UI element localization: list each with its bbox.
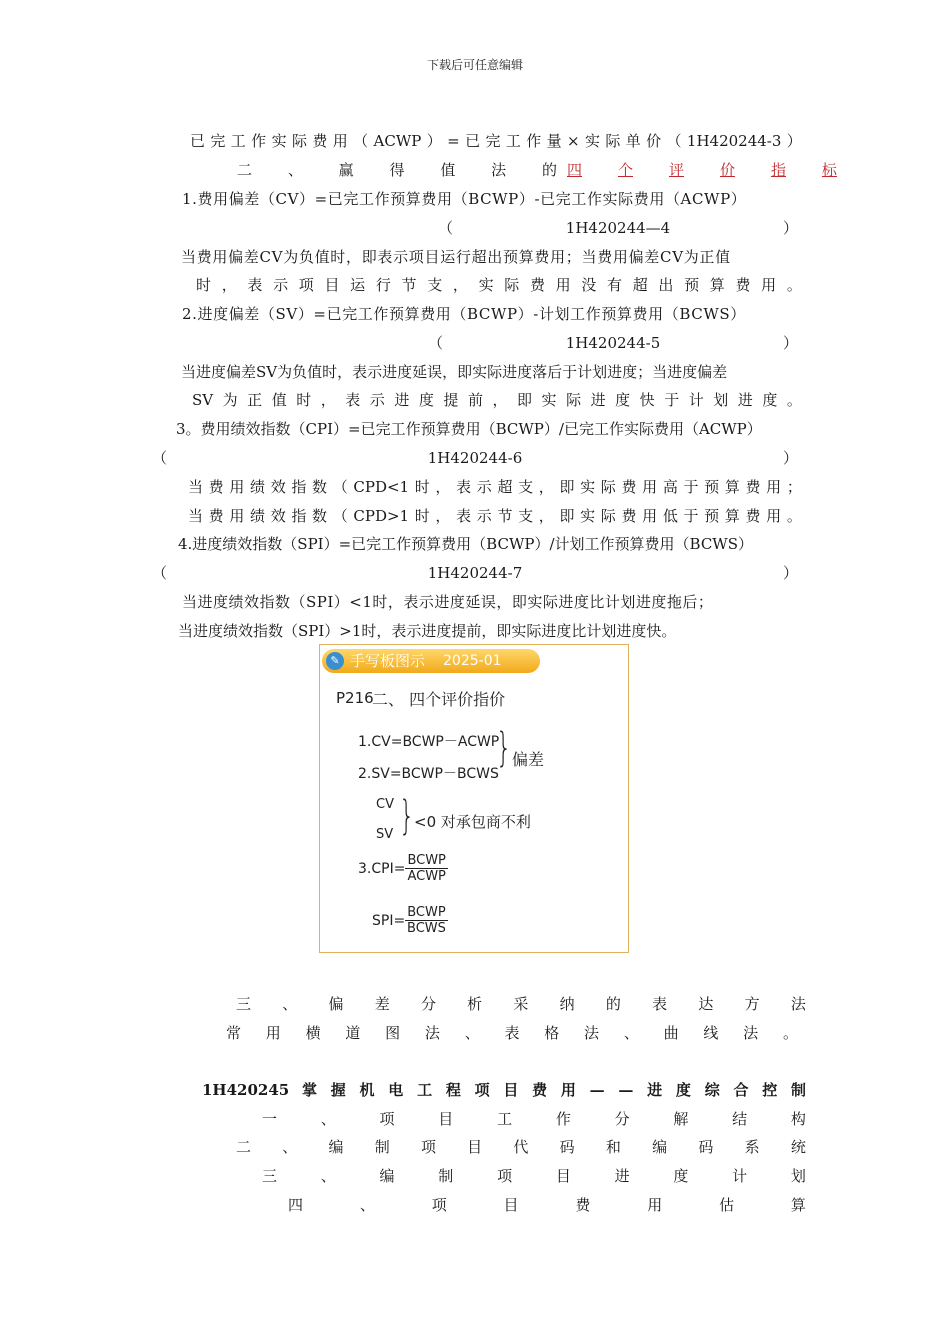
text-token: 项	[420, 1138, 436, 1156]
brace-deviation: }	[496, 725, 512, 771]
text-token: 费	[621, 507, 637, 525]
text-token: 1H420244-6	[427, 449, 523, 467]
text-token: 高	[662, 478, 678, 496]
text-token: 三	[262, 1167, 278, 1185]
text-token: 用	[766, 478, 782, 496]
text-token: 用	[265, 1024, 281, 1042]
text-token: 费	[745, 507, 761, 525]
text-token: 作	[555, 1110, 571, 1128]
text-token: 、	[320, 1167, 336, 1185]
text-token: —	[618, 1081, 634, 1099]
text-token: （	[152, 564, 168, 582]
text-token: 图	[385, 1024, 401, 1042]
section-title	[302, 1080, 806, 1100]
text-token: 实	[580, 478, 596, 496]
text-token: ACWP	[373, 132, 422, 150]
text-token: 费	[575, 1196, 591, 1214]
text-token: 个	[617, 161, 633, 179]
text-token: 前	[467, 391, 483, 409]
cpi-denominator: ACWP	[407, 869, 446, 884]
text-token: 费	[529, 276, 545, 294]
text-token: 超	[497, 478, 513, 496]
text-token: ）	[426, 132, 442, 150]
text-token: ）	[782, 449, 798, 467]
item-schedule-plan	[262, 1166, 806, 1186]
text-token: 支	[427, 276, 443, 294]
text-token: （	[666, 132, 682, 150]
text-token: 指	[291, 507, 307, 525]
text-token: 完	[210, 132, 226, 150]
text-token: 实	[478, 276, 494, 294]
text-token: 码	[698, 1138, 714, 1156]
text-token: 和	[605, 1138, 621, 1156]
text-token: 法	[743, 1024, 759, 1042]
text-token: 效	[270, 478, 286, 496]
text-token: 制	[374, 1138, 390, 1156]
text-token: 。	[786, 507, 802, 525]
text-token: 的	[605, 995, 621, 1013]
board-title-tab	[322, 649, 540, 673]
text-token: ，	[452, 276, 468, 294]
text-token: 用	[642, 478, 658, 496]
text-token: 实	[580, 507, 596, 525]
board-unfavorable-label: <0 对承包商不利	[414, 813, 531, 831]
board-heading: 二、 四个评价指价	[372, 690, 506, 709]
text-token: 、	[282, 1138, 298, 1156]
text-token: 、	[287, 161, 303, 179]
text-token: （	[353, 132, 369, 150]
board-date: 2025-01	[443, 653, 502, 669]
text-token: 程	[445, 1081, 461, 1099]
text-token: 单	[625, 132, 641, 150]
text-token: 达	[698, 995, 714, 1013]
sv-explanation-2	[192, 390, 802, 410]
text-token: 际	[600, 507, 616, 525]
board-deviation-label: 偏差	[512, 750, 545, 769]
text-token: 估	[719, 1196, 735, 1214]
text-token: 1H420244-7	[427, 564, 523, 582]
text-token: 工	[497, 1110, 513, 1128]
text-token: 指	[291, 478, 307, 496]
text-token: 计	[688, 391, 704, 409]
text-token: 。	[786, 276, 802, 294]
text-token: 电	[388, 1081, 404, 1099]
spi-greater-than-one: 当进度绩效指数（SPI）>1时，表示进度提前，即实际进度比计划进度快。	[178, 622, 677, 640]
text-token: 已	[190, 132, 206, 150]
text-token: 结	[732, 1110, 748, 1128]
text-token: 进	[647, 1081, 663, 1099]
text-token: 二	[236, 1138, 252, 1156]
text-token: 用	[555, 276, 571, 294]
text-token: 值	[440, 161, 456, 179]
spi-formula-ref	[152, 563, 798, 583]
text-token: 项	[379, 1110, 395, 1128]
text-token: 价	[719, 161, 735, 179]
text-token: 析	[467, 995, 483, 1013]
text-token: 项	[497, 1167, 513, 1185]
text-token: 绩	[250, 478, 266, 496]
board-cpi-formula	[358, 853, 448, 884]
text-token: 纳	[559, 995, 575, 1013]
text-token: 有	[607, 276, 623, 294]
text-token: 费	[735, 276, 751, 294]
board-cv-formula: 1.CV=BCWP－ACWP	[358, 734, 500, 750]
text-token: 数	[312, 478, 328, 496]
page-header: 下载后可任意编辑	[426, 58, 523, 72]
text-token: 际	[600, 478, 616, 496]
section-three-title	[236, 994, 806, 1014]
cpi-fraction	[405, 853, 447, 884]
board-sv: SV	[376, 827, 394, 842]
text-token: 算	[724, 507, 740, 525]
text-token: 于	[683, 507, 699, 525]
text-token: 度	[675, 1081, 691, 1099]
text-token: 、	[320, 1110, 336, 1128]
text-token: 数	[312, 507, 328, 525]
text-token: 目	[503, 1081, 519, 1099]
text-token: 用	[560, 1081, 576, 1099]
text-token: 、	[282, 995, 298, 1013]
text-token: 进	[737, 391, 753, 409]
text-token: 实	[271, 132, 287, 150]
text-token: 1H420244—4	[565, 219, 671, 237]
text-token: 际	[566, 391, 582, 409]
text-token: ，	[538, 507, 554, 525]
text-token: 际	[504, 276, 520, 294]
text-token: ×	[567, 132, 580, 150]
cpi-label: 3.CPI=	[358, 860, 406, 877]
text-token: 常	[226, 1024, 242, 1042]
text-token: 机	[359, 1081, 375, 1099]
text-token: 四	[288, 1196, 304, 1214]
text-token: 制	[438, 1167, 454, 1185]
text-token: 用	[647, 1196, 663, 1214]
text-token: （	[428, 334, 444, 352]
board-spi-formula	[372, 905, 448, 936]
text-token: 1H420244-3	[686, 132, 782, 150]
cpi-numerator: BCWP	[407, 853, 446, 868]
cv-explanation-2	[196, 275, 802, 295]
text-token: 项	[474, 1081, 490, 1099]
text-token: 划	[713, 391, 729, 409]
text-token: 分	[420, 995, 436, 1013]
text-token: 法	[491, 161, 507, 179]
text-token: 费	[621, 478, 637, 496]
text-token: 提	[443, 391, 459, 409]
text-token: 出	[658, 276, 674, 294]
text-token: ，	[221, 276, 237, 294]
text-token: =	[447, 132, 460, 150]
cpi-formula-ref	[152, 448, 798, 468]
cpi-less-than-one	[188, 477, 802, 497]
section-code: 1H420245	[202, 1081, 290, 1099]
text-token: 效	[270, 507, 286, 525]
text-token: 预	[704, 478, 720, 496]
text-token: 量	[546, 132, 562, 150]
text-token: 、	[623, 1024, 639, 1042]
text-token: 四	[567, 161, 583, 179]
text-token: 即	[559, 507, 575, 525]
text-token: 表	[456, 507, 472, 525]
text-token: （	[152, 449, 168, 467]
text-token: 算	[790, 1196, 806, 1214]
text-token: 即	[517, 391, 533, 409]
text-token: 即	[559, 478, 575, 496]
pen-icon: ✎	[326, 652, 344, 670]
text-token: 制	[790, 1081, 806, 1099]
section-earned-value-heading	[237, 160, 837, 180]
text-token: 进	[590, 391, 606, 409]
text-token: 目	[555, 1167, 571, 1185]
cpi-formula: 3。费用绩效指数（CPI）=已完工作预算费用（BCWP）/已完工作实际费用（ACWP）	[176, 420, 762, 438]
text-token: 已	[465, 132, 481, 150]
text-token: 算	[709, 276, 725, 294]
text-token: 进	[614, 1167, 630, 1185]
text-token: 曲	[663, 1024, 679, 1042]
board-sv-formula: 2.SV=BCWP－BCWS	[358, 766, 499, 782]
sv-explanation-1: 当进度偏差SV为负值时，表示进度延误，即实际进度落后于计划进度；当进度偏差	[181, 363, 728, 381]
text-token: 的	[541, 161, 557, 179]
text-token: 为	[222, 391, 238, 409]
text-token: 作	[526, 132, 542, 150]
text-token: 、	[464, 1024, 480, 1042]
text-token: 编	[652, 1138, 668, 1156]
text-token: 进	[394, 391, 410, 409]
spi-label: SPI=	[372, 912, 406, 929]
text-token: 表	[247, 276, 263, 294]
text-token: 时	[414, 507, 430, 525]
text-token: 法	[584, 1024, 600, 1042]
text-token: 赢	[338, 161, 354, 179]
text-token: 节	[497, 507, 513, 525]
line-actual-cost-formula	[190, 131, 802, 151]
text-token: 当	[188, 478, 204, 496]
text-token: 系	[744, 1138, 760, 1156]
text-token: 横	[305, 1024, 321, 1042]
cv-formula-ref	[438, 218, 798, 238]
text-token: 掌	[302, 1081, 318, 1099]
text-token: 算	[724, 478, 740, 496]
text-token: 于	[664, 391, 680, 409]
board-page-ref: P216	[336, 689, 374, 707]
text-token: 支	[518, 507, 534, 525]
text-token: 度	[418, 391, 434, 409]
text-token: 示	[369, 391, 385, 409]
text-token: 码	[559, 1138, 575, 1156]
text-token: ，	[435, 507, 451, 525]
text-token: 实	[584, 132, 600, 150]
text-token: 费	[532, 1081, 548, 1099]
text-token: 划	[790, 1167, 806, 1185]
text-token: 三	[236, 995, 252, 1013]
text-token: 用	[332, 132, 348, 150]
text-token: 表	[345, 391, 361, 409]
spi-less-than-one: 当进度绩效指数（SPI）<1时，表示进度延误，即实际进度比计划进度拖后；	[182, 593, 714, 611]
board-title: 手写板图示	[350, 652, 426, 670]
text-token: 表	[652, 995, 668, 1013]
spi-fraction	[405, 905, 447, 936]
text-token: 偏	[328, 995, 344, 1013]
text-token: 得	[389, 161, 405, 179]
sv-formula: 2.进度偏差（SV）=已完工作预算费用（BCWP）-计划工作预算费用（BCWS）	[182, 305, 746, 323]
board-cv: CV	[376, 797, 394, 812]
text-token: ，	[538, 478, 554, 496]
text-token: 超	[632, 276, 648, 294]
text-token: 。	[782, 1024, 798, 1042]
text-token: 方	[744, 995, 760, 1013]
text-token: 时	[414, 478, 430, 496]
text-token: 节	[401, 276, 417, 294]
text-token: 实	[541, 391, 557, 409]
text-token: SV	[192, 391, 214, 409]
text-token: 费	[208, 507, 224, 525]
item-wbs	[262, 1109, 806, 1129]
text-token: 法	[424, 1024, 440, 1042]
text-token: 一	[262, 1110, 278, 1128]
text-token: ，	[435, 478, 451, 496]
text-token: 行	[375, 276, 391, 294]
text-token: 标	[821, 161, 837, 179]
text-token: 度	[615, 391, 631, 409]
text-token: 示	[476, 478, 492, 496]
spi-numerator: BCWP	[407, 905, 446, 920]
text-token: ）	[782, 564, 798, 582]
text-token: 用	[761, 276, 777, 294]
sv-formula-ref	[428, 333, 798, 353]
text-token: 线	[703, 1024, 719, 1042]
text-token: 目	[324, 276, 340, 294]
text-token: （	[438, 219, 454, 237]
text-token: 正	[247, 391, 263, 409]
item-coding-system	[236, 1137, 806, 1157]
text-token: 、	[359, 1196, 375, 1214]
text-token: 价	[646, 132, 662, 150]
cv-explanation-1: 当费用偏差CV为负值时，即表示项目运行超出预算费用；当费用偏差CV为正值	[181, 248, 731, 266]
text-token: 完	[485, 132, 501, 150]
text-token: 差	[374, 995, 390, 1013]
text-token: 度	[762, 391, 778, 409]
text-token: 费	[745, 478, 761, 496]
text-token: ）	[782, 334, 798, 352]
text-token: CPD>1	[353, 507, 410, 525]
text-token: 格	[544, 1024, 560, 1042]
text-token: 绩	[250, 507, 266, 525]
text-token: 综	[704, 1081, 720, 1099]
text-token: 项	[298, 276, 314, 294]
text-token: 1H420244-5	[565, 334, 661, 352]
text-token: 评	[668, 161, 684, 179]
text-token: 法	[790, 995, 806, 1013]
text-token: 分	[614, 1110, 630, 1128]
text-token: ，	[320, 391, 336, 409]
text-token: （	[332, 507, 348, 525]
text-token: 费	[312, 132, 328, 150]
text-token: 预	[684, 276, 700, 294]
text-token: 采	[513, 995, 529, 1013]
text-token: ）	[782, 219, 798, 237]
four-indicators-link[interactable]	[567, 160, 837, 180]
text-token: 支	[518, 478, 534, 496]
text-token: 目	[438, 1110, 454, 1128]
text-token: 度	[673, 1167, 689, 1185]
text-token: 际	[605, 132, 621, 150]
text-token: 二	[237, 161, 253, 179]
text-token: 表	[504, 1024, 520, 1042]
text-token: 于	[683, 478, 699, 496]
text-token: 代	[513, 1138, 529, 1156]
text-token: 低	[662, 507, 678, 525]
text-token: 统	[790, 1138, 806, 1156]
text-token: 值	[271, 391, 287, 409]
text-token: 握	[330, 1081, 346, 1099]
text-token: 编	[328, 1138, 344, 1156]
cv-formula: 1.费用偏差（CV）=已完工作预算费用（BCWP）-已完工作实际费用（ACWP）	[182, 190, 747, 208]
text-token: 际	[291, 132, 307, 150]
text-token: 指	[770, 161, 786, 179]
text-token: 用	[229, 478, 245, 496]
text-token: 控	[762, 1081, 778, 1099]
text-token: 目	[503, 1196, 519, 1214]
text-token: 工	[505, 132, 521, 150]
text-token: （	[332, 478, 348, 496]
text-token: 解	[673, 1110, 689, 1128]
text-token: 示	[273, 276, 289, 294]
spi-formula: 4.进度绩效指数（SPI）=已完工作预算费用（BCWP）/计划工作预算费用（BCWS）	[178, 535, 753, 553]
text-token: 表	[456, 478, 472, 496]
text-token: 合	[733, 1081, 749, 1099]
text-token: 时	[196, 276, 212, 294]
text-token: 项	[431, 1196, 447, 1214]
text-token: 计	[732, 1167, 748, 1185]
brace-unfavorable: }	[399, 793, 415, 839]
text-token: ）	[786, 132, 802, 150]
text-token: ，	[492, 391, 508, 409]
text-token: 运	[350, 276, 366, 294]
section-three-body	[226, 1023, 798, 1043]
cpi-greater-than-one	[188, 506, 802, 526]
text-token: 时	[296, 391, 312, 409]
text-token: CPD<1	[353, 478, 410, 496]
text-token: 。	[786, 391, 802, 409]
spi-denominator: BCWS	[407, 921, 446, 936]
text-token: 道	[345, 1024, 361, 1042]
text-token: 工	[230, 132, 246, 150]
text-token: 没	[581, 276, 597, 294]
handwriting-board-figure	[319, 644, 629, 953]
text-token: 用	[766, 507, 782, 525]
text-token: 工	[417, 1081, 433, 1099]
text-token: 用	[229, 507, 245, 525]
text-token: 快	[639, 391, 655, 409]
text-token: 编	[379, 1167, 395, 1185]
item-cost-estimate	[288, 1195, 806, 1215]
text-token: ；	[786, 478, 802, 496]
earned-value-heading-text	[237, 160, 557, 180]
text-token: —	[589, 1081, 605, 1099]
text-token: 费	[208, 478, 224, 496]
text-token: 作	[251, 132, 267, 150]
text-token: 示	[476, 507, 492, 525]
text-token: 用	[642, 507, 658, 525]
text-token: 构	[790, 1110, 806, 1128]
text-token: 目	[467, 1138, 483, 1156]
text-token: 预	[704, 507, 720, 525]
text-token: 当	[188, 507, 204, 525]
